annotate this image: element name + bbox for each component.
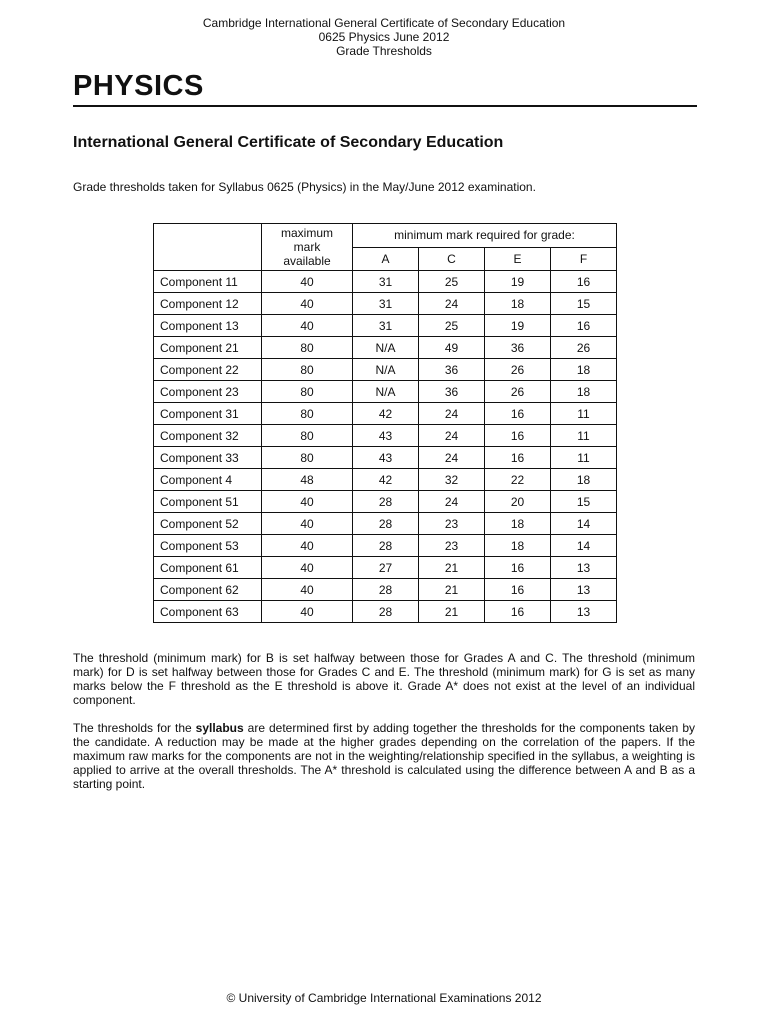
component-cell: Component 51 xyxy=(154,491,262,513)
qualification-title: International General Certificate of Secondary Education xyxy=(73,134,504,151)
table-row xyxy=(154,491,617,513)
grade-c-cell: 25 xyxy=(419,271,485,293)
component-cell: Component 62 xyxy=(154,579,262,601)
grade-e-cell: 16 xyxy=(485,447,551,469)
component-cell: Component 32 xyxy=(154,425,262,447)
table-corner-cell xyxy=(154,224,262,271)
max-mark-cell: 80 xyxy=(262,337,353,359)
copyright-footer: © University of Cambridge International Examinations 2012 xyxy=(226,991,542,1005)
grade-c-cell: 36 xyxy=(419,359,485,381)
grade-c-cell: 24 xyxy=(419,447,485,469)
max-mark-cell: 40 xyxy=(262,579,353,601)
grade-header-f: F xyxy=(551,247,617,271)
min-mark-header: minimum mark required for grade: xyxy=(353,224,617,248)
table-row xyxy=(154,293,617,315)
table-row xyxy=(154,447,617,469)
grade-f-cell: 11 xyxy=(551,447,617,469)
document-header xyxy=(0,16,768,58)
grade-e-cell: 16 xyxy=(485,403,551,425)
grade-a-cell: 31 xyxy=(353,315,419,337)
grade-e-cell: 18 xyxy=(485,535,551,557)
max-mark-cell: 40 xyxy=(262,601,353,623)
grade-c-cell: 36 xyxy=(419,381,485,403)
header-line-2: 0625 Physics June 2012 xyxy=(318,30,450,44)
component-cell: Component 33 xyxy=(154,447,262,469)
header-line-1: Cambridge International General Certificate of Secondary Education xyxy=(202,16,566,30)
grade-a-cell: 28 xyxy=(353,491,419,513)
max-header-line: maximum xyxy=(280,226,333,240)
table-row xyxy=(154,315,617,337)
max-mark-cell: 80 xyxy=(262,403,353,425)
subject-title: PHYSICS xyxy=(73,70,697,107)
grade-c-cell: 24 xyxy=(419,293,485,315)
grade-f-cell: 15 xyxy=(551,293,617,315)
component-cell: Component 63 xyxy=(154,601,262,623)
grade-a-cell: 28 xyxy=(353,513,419,535)
component-cell: Component 21 xyxy=(154,337,262,359)
component-cell: Component 12 xyxy=(154,293,262,315)
grade-a-cell: 28 xyxy=(353,579,419,601)
grade-f-cell: 14 xyxy=(551,535,617,557)
grade-f-cell: 18 xyxy=(551,359,617,381)
grade-e-cell: 36 xyxy=(485,337,551,359)
table-row xyxy=(154,469,617,491)
grade-a-cell: 42 xyxy=(353,403,419,425)
grade-e-cell: 16 xyxy=(485,425,551,447)
grade-c-cell: 24 xyxy=(419,403,485,425)
grade-f-cell: 26 xyxy=(551,337,617,359)
grade-e-cell: 26 xyxy=(485,381,551,403)
intro-text: Grade thresholds taken for Syllabus 0625 (Physics) in the May/June 2012 examination. xyxy=(73,180,536,194)
syllabus-bold-term: syllabus xyxy=(195,721,244,735)
component-cell: Component 4 xyxy=(154,469,262,491)
threshold-explanation-paragraph: The threshold (minimum mark) for B is set halfway between those for Grades A and C. The threshold (minimum mark) for D is set halfway between those for Grades C and E. The threshold (minimum mark) for G is set as many marks below the F threshold as the E threshold is above it. Grade A* does not exist at the level of an individual component. xyxy=(73,651,695,707)
grade-c-cell: 32 xyxy=(419,469,485,491)
grade-a-cell: 42 xyxy=(353,469,419,491)
grade-e-cell: 22 xyxy=(485,469,551,491)
max-mark-cell: 40 xyxy=(262,315,353,337)
max-mark-cell: 40 xyxy=(262,271,353,293)
paragraph-text: The thresholds for the xyxy=(73,721,196,735)
grade-c-cell: 21 xyxy=(419,579,485,601)
grade-e-cell: 16 xyxy=(485,601,551,623)
grade-a-cell: N/A xyxy=(353,359,419,381)
table-row xyxy=(154,579,617,601)
grade-e-cell: 19 xyxy=(485,315,551,337)
max-mark-cell: 80 xyxy=(262,381,353,403)
grade-e-cell: 20 xyxy=(485,491,551,513)
grade-e-cell: 18 xyxy=(485,513,551,535)
max-mark-cell: 40 xyxy=(262,535,353,557)
table-row xyxy=(154,381,617,403)
table-row xyxy=(154,601,617,623)
grade-c-cell: 25 xyxy=(419,315,485,337)
grade-f-cell: 11 xyxy=(551,425,617,447)
header-line-3: Grade Thresholds xyxy=(336,44,432,58)
grade-c-cell: 21 xyxy=(419,557,485,579)
grade-f-cell: 16 xyxy=(551,315,617,337)
grade-a-cell: 31 xyxy=(353,271,419,293)
grade-a-cell: 43 xyxy=(353,447,419,469)
grade-e-cell: 26 xyxy=(485,359,551,381)
component-cell: Component 61 xyxy=(154,557,262,579)
grade-f-cell: 18 xyxy=(551,381,617,403)
grade-c-cell: 23 xyxy=(419,535,485,557)
grade-e-cell: 16 xyxy=(485,579,551,601)
table-row xyxy=(154,271,617,293)
grade-f-cell: 18 xyxy=(551,469,617,491)
grade-f-cell: 16 xyxy=(551,271,617,293)
component-cell: Component 11 xyxy=(154,271,262,293)
grade-c-cell: 23 xyxy=(419,513,485,535)
grade-header-c: C xyxy=(419,247,485,271)
grade-e-cell: 18 xyxy=(485,293,551,315)
grade-c-cell: 24 xyxy=(419,425,485,447)
grade-a-cell: N/A xyxy=(353,337,419,359)
component-cell: Component 52 xyxy=(154,513,262,535)
grade-f-cell: 13 xyxy=(551,579,617,601)
grade-f-cell: 14 xyxy=(551,513,617,535)
table-row xyxy=(154,425,617,447)
max-mark-cell: 80 xyxy=(262,425,353,447)
grade-f-cell: 13 xyxy=(551,557,617,579)
component-cell: Component 23 xyxy=(154,381,262,403)
grade-c-cell: 21 xyxy=(419,601,485,623)
grade-header-e: E xyxy=(485,247,551,271)
max-header-line: mark xyxy=(293,240,321,254)
syllabus-threshold-paragraph xyxy=(73,721,695,791)
grade-threshold-table xyxy=(153,223,617,623)
table-body xyxy=(154,271,617,623)
table-row xyxy=(154,513,617,535)
max-header-line: available xyxy=(283,254,331,268)
max-mark-cell: 40 xyxy=(262,513,353,535)
component-cell: Component 22 xyxy=(154,359,262,381)
max-mark-cell: 80 xyxy=(262,447,353,469)
grade-e-cell: 19 xyxy=(485,271,551,293)
max-mark-header xyxy=(262,224,353,271)
grade-f-cell: 15 xyxy=(551,491,617,513)
grade-a-cell: 31 xyxy=(353,293,419,315)
grade-f-cell: 11 xyxy=(551,403,617,425)
paragraph-text: are determined first by adding together the thresholds for the components taken by the candidate. A reduction may be made at the higher grades depending on the correlation of the papers. If the maximum raw marks for the components are not in the weighting/relationship specified in the syllabus, a weighting is applied to arrive at the overall thresholds. The A* threshold is calculated using the difference between A and B as a starting point. xyxy=(73,721,695,791)
grade-a-cell: 43 xyxy=(353,425,419,447)
grade-a-cell: N/A xyxy=(353,381,419,403)
component-cell: Component 53 xyxy=(154,535,262,557)
table-row xyxy=(154,359,617,381)
grade-c-cell: 49 xyxy=(419,337,485,359)
max-mark-cell: 40 xyxy=(262,557,353,579)
grade-a-cell: 27 xyxy=(353,557,419,579)
grade-a-cell: 28 xyxy=(353,535,419,557)
max-mark-cell: 80 xyxy=(262,359,353,381)
grade-f-cell: 13 xyxy=(551,601,617,623)
table-row xyxy=(154,535,617,557)
grade-e-cell: 16 xyxy=(485,557,551,579)
max-mark-cell: 40 xyxy=(262,491,353,513)
component-cell: Component 31 xyxy=(154,403,262,425)
table-row xyxy=(154,403,617,425)
table-row xyxy=(154,337,617,359)
grade-header-a: A xyxy=(353,247,419,271)
component-cell: Component 13 xyxy=(154,315,262,337)
max-mark-cell: 40 xyxy=(262,293,353,315)
grade-a-cell: 28 xyxy=(353,601,419,623)
max-mark-cell: 48 xyxy=(262,469,353,491)
grade-c-cell: 24 xyxy=(419,491,485,513)
table-row xyxy=(154,557,617,579)
